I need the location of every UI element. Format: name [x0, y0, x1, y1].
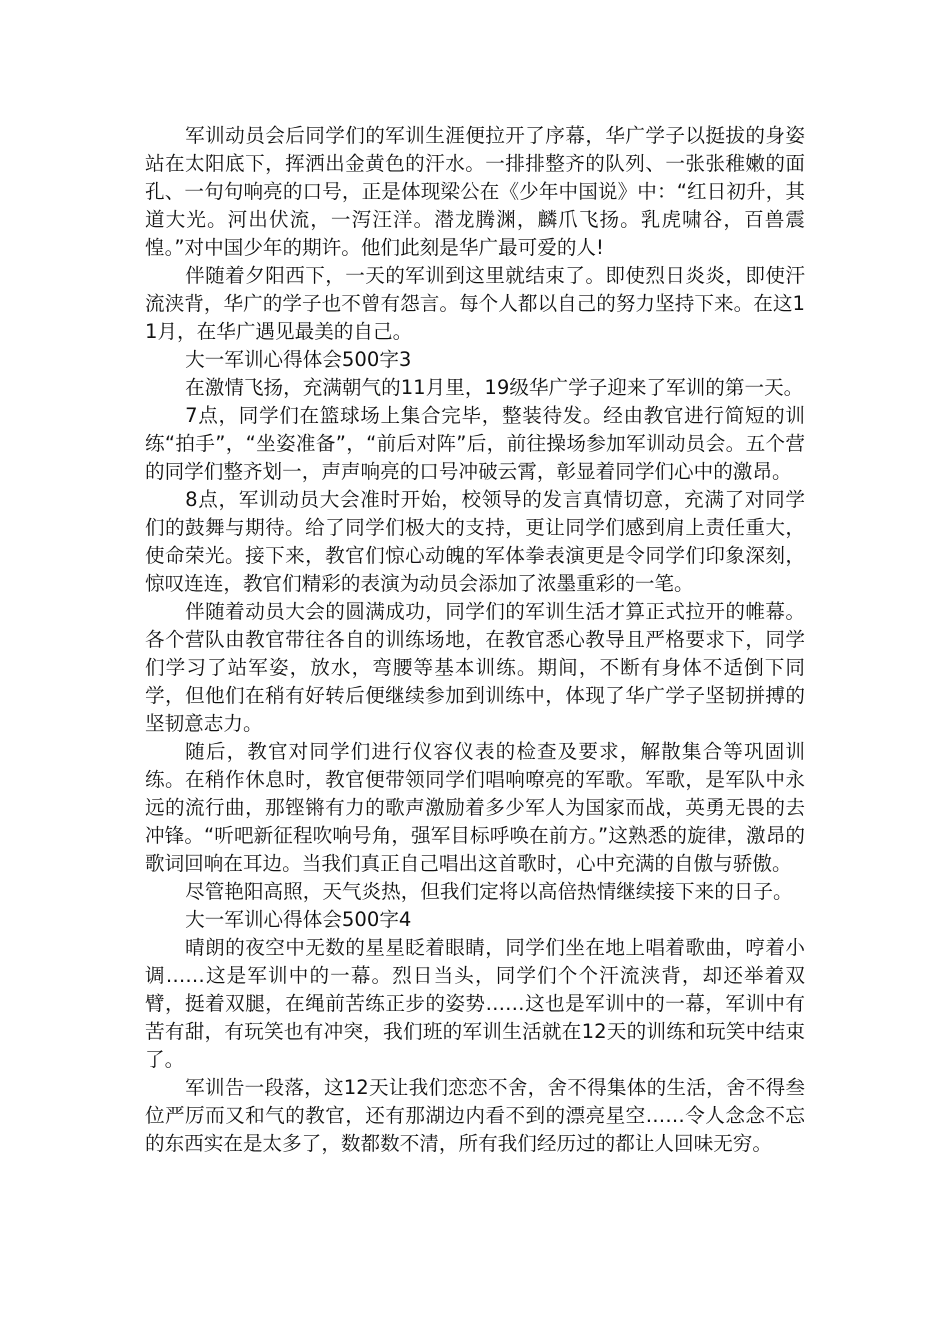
- section-heading: 大一军训心得体会500字4: [185, 908, 412, 931]
- paragraph: 随后，教官对同学们进行仪容仪表的检查及要求，解散集合等巩固训练。在稍作休息时，教官便带领同学们唱响嘹亮的军歌。军歌，是军队中永远的流行曲，那铿锵有力的歌声激励着多少军人为国家而战，英勇无畏的去冲锋。“听吧新征程吹响号角，强军目标呼唤在前方。”这熟悉的旋律，激昂的歌词回响在耳边。当我们真正自己唱出这首歌时，心中充满的自傲与骄傲。: [145, 740, 805, 875]
- paragraph: 军训告一段落，这12天让我们恋恋不舍，舍不得集体的生活，舍不得叁位严厉而又和气的教官，还有那湖边内看不到的漂亮星空……令人念念不忘的东西实在是太多了，数都数不清，所有我们经历过的都让人回味无穷。: [145, 1076, 805, 1155]
- paragraph: 8点，军训动员大会准时开始，校领导的发言真情切意，充满了对同学们的鼓舞与期待。给了同学们极大的支持，更让同学们感到肩上责任重大，使命荣光。接下来，教官们惊心动魄的军体拳表演更是令同学们印象深刻，惊叹连连，教官们精彩的表演为动员会添加了浓墨重彩的一笔。: [145, 488, 805, 595]
- paragraph: 7点，同学们在篮球场上集合完毕，整装待发。经由教官进行简短的训练“拍手”，“坐姿准备”，“前后对阵”后，前往操场参加军训动员会。五个营的同学们整齐划一，声声响亮的口号冲破云霄，彰显着同学们心中的激昂。: [145, 404, 805, 483]
- paragraph: 在激情飞扬，充满朝气的11月里，19级华广学子迎来了军训的第一天。: [185, 376, 804, 399]
- section-heading: 大一军训心得体会500字3: [185, 348, 412, 371]
- paragraph: 晴朗的夜空中无数的星星眨着眼睛，同学们坐在地上唱着歌曲，哼着小调……这是军训中的一幕。烈日当头，同学们个个汗流浃背，却还举着双臂，挺着双腿，在绳前苦练正步的姿势……这也是军训中的一幕，军训中有苦有甜，有玩笑也有冲突，我们班的军训生活就在12天的训练和玩笑中结束了。: [145, 936, 805, 1071]
- paragraph: 尽管艳阳高照，天气炎热，但我们定将以高倍热情继续接下来的日子。: [185, 880, 793, 903]
- document-body: [145, 122, 805, 1158]
- paragraph: 伴随着动员大会的圆满成功，同学们的军训生活才算正式拉开的帷幕。各个营队由教官带往各自的训练场地，在教官悉心教导且严格要求下，同学们学习了站军姿，放水，弯腰等基本训练。期间，不断有身体不适倒下同学，但他们在稍有好转后便继续参加到训练中，体现了华广学子坚韧拼搏的坚韧意志力。: [145, 600, 805, 735]
- paragraph: 军训动员会后同学们的军训生涯便拉开了序幕，华广学子以挺拔的身姿站在太阳底下，挥洒出金黄色的汗水。一排排整齐的队列、一张张稚嫩的面孔、一句句响亮的口号，正是体现梁公在《少年中国说》中：“红日初升，其道大光。河出伏流，一泻汪洋。潜龙腾渊，麟爪飞扬。乳虎啸谷，百兽震惶。”对中国少年的期许。他们此刻是华广最可爱的人!: [145, 124, 805, 259]
- paragraph: 伴随着夕阳西下，一天的军训到这里就结束了。即使烈日炎炎，即使汗流浃背，华广的学子也不曾有怨言。每个人都以自己的努力坚持下来。在这11月，在华广遇见最美的自己。: [145, 264, 805, 343]
